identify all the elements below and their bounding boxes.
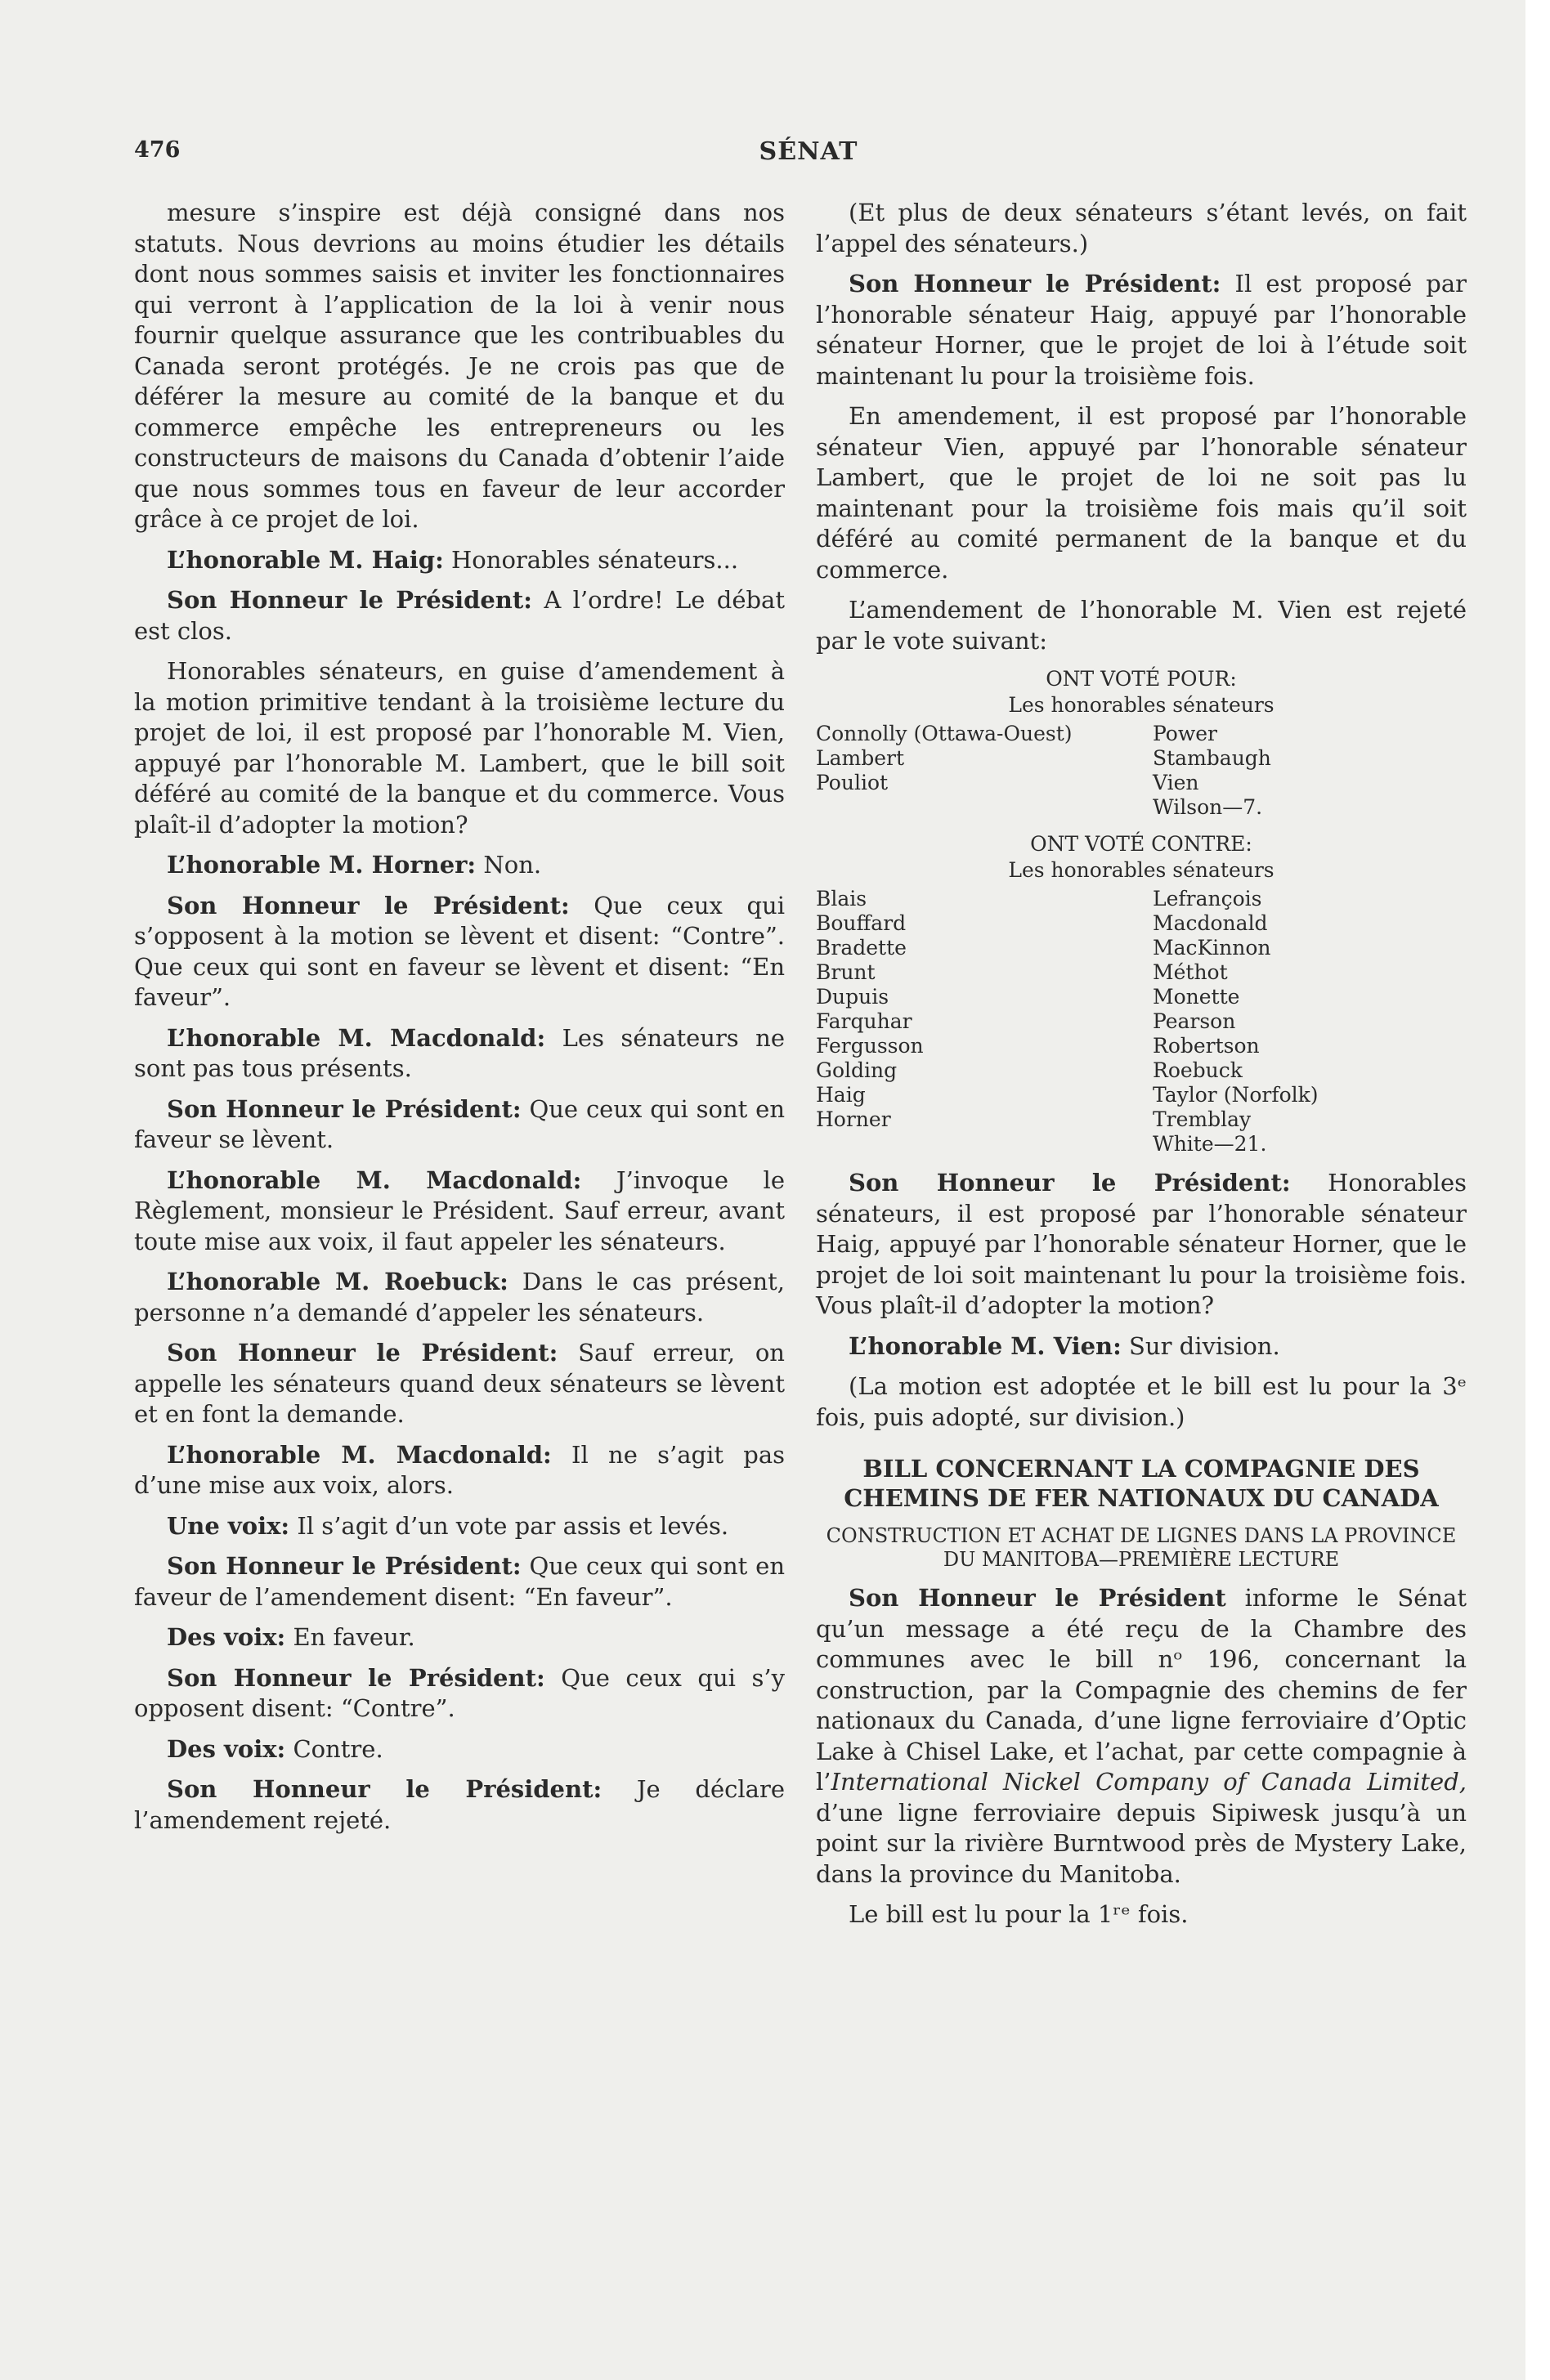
senator-name: Power xyxy=(1153,722,1218,745)
senator-name: Dupuis xyxy=(816,985,889,1009)
senator-name: Stambaugh xyxy=(1153,746,1271,770)
senator-name: Macdonald xyxy=(1153,911,1268,935)
page-number: 476 xyxy=(134,137,181,163)
senator-name: MacKinnon xyxy=(1153,936,1271,960)
senator-name: Méthot xyxy=(1153,960,1228,984)
vote-for-names xyxy=(816,722,1467,820)
paragraph: L’honorable M. Macdonald: Il ne s’agit pas d’une mise aux voix, alors. xyxy=(134,1440,786,1499)
paragraph: Son Honneur le Président: Je déclare l’amendement rejeté. xyxy=(134,1775,785,1834)
senator-name: Golding xyxy=(816,1058,898,1082)
paragraph: Son Honneur le Président: Que ceux qui sont en faveur se lèvent. xyxy=(134,1094,785,1153)
paragraph: L’honorable M. Vien: Sur division. xyxy=(849,1331,1280,1360)
senator-name: Vien xyxy=(1153,771,1199,794)
paragraph: Son Honneur le Président: Que ceux qui sont en faveur de l’amendement disent: “En faveur”. xyxy=(134,1552,785,1611)
paragraph: Son Honneur le Président: Il est proposé par l’honorable sénateur Haig, appuyé par l’honorable sénateur Horner, que le projet de loi à l’étude soit maintenant lu pour la troisième fois. xyxy=(816,270,1467,390)
page-header xyxy=(134,137,1483,175)
vote-for-heading: ONT VOTÉ POUR: xyxy=(1046,667,1237,691)
senator-name: Monette xyxy=(1153,985,1240,1009)
paragraph: Le bill est lu pour la 1ʳᵉ fois. xyxy=(849,1900,1189,1928)
paragraph: L’honorable M. Horner: Non. xyxy=(167,851,542,879)
senator-name: Tremblay xyxy=(1153,1107,1252,1131)
paragraph: L’amendement de l’honorable M. Vien est rejeté par le vote suivant: xyxy=(816,596,1467,655)
vote-against-subheading: Les honorables sénateurs xyxy=(1008,858,1274,882)
paragraph: Son Honneur le Président: A l’ordre! Le débat est clos. xyxy=(134,586,785,645)
paragraph: mesure s’inspire est déjà consigné dans nos statuts. Nous devrions au moins étudier les détails dont nous sommes saisis et inviter les fonctionnaires qui verront à l’application de la loi à venir nous fournir quelque assurance que les contribuables du Canada seront protégés. Je ne crois pas que de déférer la mesure au comité de la banque et du commerce empêche les entrepreneurs ou les constructeurs de maisons du Canada d’obtenir l’aide que nous sommes tous en faveur de leur accorder grâce à ce projet de loi. xyxy=(134,199,785,533)
vote-against-heading: ONT VOTÉ CONTRE: xyxy=(1030,832,1252,856)
senator-name: Blais xyxy=(816,887,867,910)
paragraph: (La motion est adoptée et le bill est lu pour la 3ᵉ fois, puis adopté, sur division.) xyxy=(816,1372,1467,1431)
paragraph: Son Honneur le Président: Sauf erreur, on appelle les sénateurs quand deux sénateurs se lèvent et en font la demande. xyxy=(134,1339,785,1428)
paragraph: L’honorable M. Roebuck: Dans le cas présent, personne n’a demandé d’appeler les sénateurs. xyxy=(134,1268,785,1326)
senator-name: Roebuck xyxy=(1153,1058,1243,1082)
vote-against-names xyxy=(816,887,1467,1156)
senator-name: Wilson—7. xyxy=(1153,795,1263,819)
senator-name: Horner xyxy=(816,1107,891,1131)
bill-heading: BILL CONCERNANT LA COMPAGNIE DES CHEMINS DE FER NATIONAUX DU CANADA xyxy=(844,1455,1439,1512)
paragraph: Son Honneur le Président: Honorables sénateurs, il est proposé par l’honorable sénateur Haig, appuyé par l’honorable sénateur Horner, que le projet de loi soit maintenant lu pour la troisième fois. Vous plaît-il d’adopter la motion? xyxy=(816,1169,1467,1319)
paragraph: En amendement, il est proposé par l’honorable sénateur Vien, appuyé par l’honorable sénateur Lambert, que le projet de loi ne soit pas lu maintenant pour la troisième fois mais qu’il soit déféré au comité permanent de la banque et du commerce. xyxy=(816,402,1467,584)
senator-name: Farquhar xyxy=(816,1009,912,1033)
page-title: SÉNAT xyxy=(759,137,858,166)
senator-name: Fergusson xyxy=(816,1034,924,1058)
senator-name: Bradette xyxy=(816,936,907,960)
paragraph: L’honorable M. Macdonald: J’invoque le Règlement, monsieur le Président. Sauf erreur, avant toute mise aux voix, il faut appeler les sénateurs. xyxy=(134,1165,785,1255)
senator-name: Lambert xyxy=(816,746,905,770)
senator-name: Pearson xyxy=(1153,1009,1236,1033)
senator-name: Lefrançois xyxy=(1153,887,1262,910)
paragraph: Des voix: En faveur. xyxy=(167,1623,415,1651)
senator-name: Connolly (Ottawa-Ouest) xyxy=(816,722,1073,745)
paragraph: L’honorable M. Macdonald: Les sénateurs ne sont pas tous présents. xyxy=(134,1023,786,1082)
vote-for-subheading: Les honorables sénateurs xyxy=(1008,693,1274,717)
right-column xyxy=(816,198,1467,1940)
senator-name: Pouliot xyxy=(816,771,889,794)
senator-name: Haig xyxy=(816,1083,866,1107)
paragraph: Une voix: Il s’agit d’un vote par assis et levés. xyxy=(167,1511,729,1540)
senator-name: White—21. xyxy=(1153,1132,1267,1156)
paragraph: Honorables sénateurs, en guise d’amendement à la motion primitive tendant à la troisième lecture du projet de loi, il est proposé par l’honorable M. Vien, appuyé par l’honorable M. Lambert, que le bill soit déféré au comité de la banque et du commerce. Vous plaît-il d’adopter la motion? xyxy=(134,657,785,839)
senator-name: Taylor (Norfolk) xyxy=(1153,1083,1319,1107)
paragraph: Son Honneur le Président informe le Sénat qu’un message a été reçu de la Chambre des communes avec le bill nᵒ 196, concernant la construction, par la Compagnie des chemins de fer nationaux du Canada, d’une ligne ferroviaire d’Optic Lake à Chisel Lake, et l’achat, par cette compagnie à l’International Nickel Company of Canada Limited, d’une ligne ferroviaire depuis Sipiwesk jusqu’à un point sur la rivière Burntwood près de Mystery Lake, dans la province du Manitoba. xyxy=(816,1584,1467,1888)
senator-name: Brunt xyxy=(816,960,876,984)
bill-subheading: CONSTRUCTION ET ACHAT DE LIGNES DANS LA PROVINCE DU MANITOBA—PREMIÈRE LECTURE xyxy=(826,1524,1457,1571)
paragraph: Son Honneur le Président: Que ceux qui s’opposent à la motion se lèvent et disent: “Contre”. Que ceux qui sont en faveur se lèvent et disent: “En faveur”. xyxy=(134,891,785,1011)
page-edge xyxy=(1525,0,1550,2380)
senator-name: Robertson xyxy=(1153,1034,1260,1058)
paragraph: L’honorable M. Haig: Honorables sénateurs... xyxy=(167,545,739,574)
paragraph: Son Honneur le Président: Que ceux qui s’y opposent disent: “Contre”. xyxy=(134,1663,785,1722)
left-column xyxy=(134,198,785,1845)
paragraph: (Et plus de deux sénateurs s’étant levés, on fait l’appel des sénateurs.) xyxy=(816,199,1467,257)
senator-name: Bouffard xyxy=(816,911,907,935)
paragraph: Des voix: Contre. xyxy=(167,1734,383,1763)
